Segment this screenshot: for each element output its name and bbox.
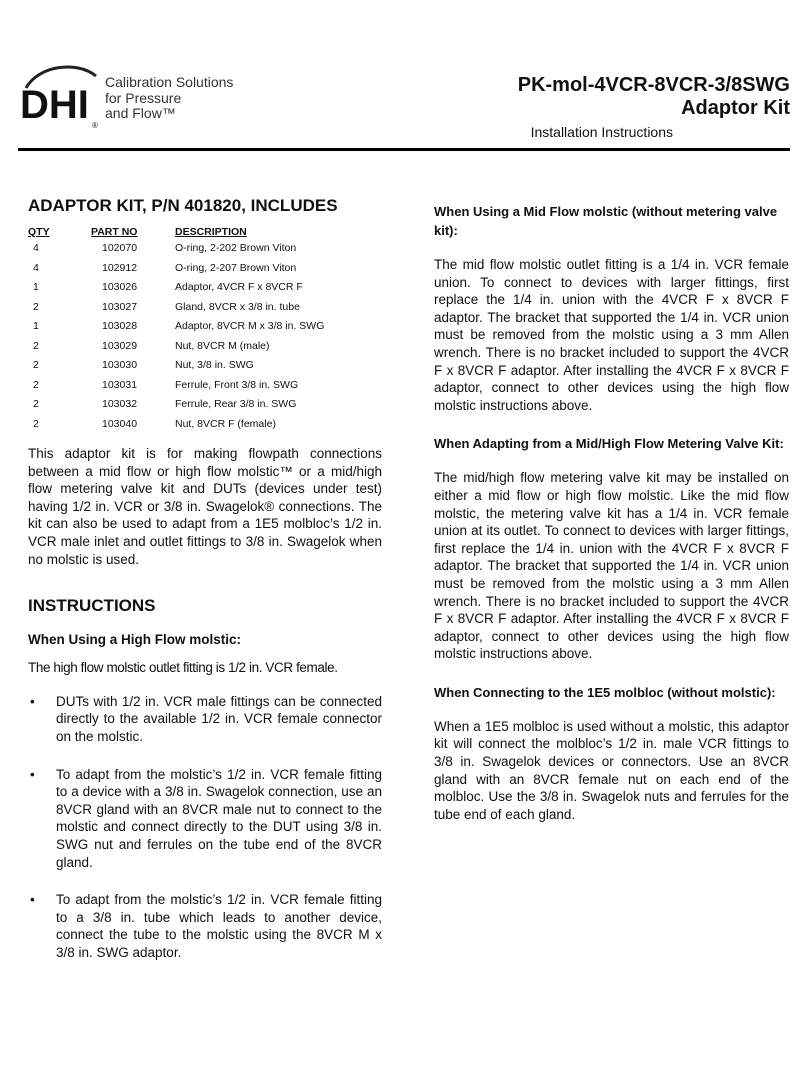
row-part-no: 103026	[102, 281, 138, 293]
table-row	[28, 379, 324, 399]
row-description: Adaptor, 4VCR F x 8VCR F	[175, 281, 303, 293]
row-description: O-ring, 2-202 Brown Viton	[175, 242, 297, 254]
bullet-icon: •	[30, 766, 35, 782]
row-part-no: 103040	[102, 417, 138, 430]
molbloc-heading: When Connecting to the 1E5 molbloc (without molstic):	[434, 684, 776, 700]
high-flow-intro: The high flow molstic outlet fitting is 1/2 in. VCR female.	[28, 660, 338, 676]
parts-table-header	[28, 226, 324, 242]
list-item	[28, 891, 382, 961]
row-part-no: 103030	[102, 359, 138, 371]
table-row	[28, 281, 324, 301]
parts-table	[28, 226, 324, 437]
row-description: Adaptor, 8VCR M x 3/8 in. SWG	[175, 320, 325, 332]
row-part-no: 103029	[102, 339, 138, 352]
row-qty: 1	[33, 320, 39, 332]
table-row	[28, 418, 324, 438]
doc-title-line-2: Adaptor Kit	[681, 97, 790, 119]
row-description: O-ring, 2-207 Brown Viton	[175, 261, 297, 274]
instructions-heading: INSTRUCTIONS	[28, 596, 156, 616]
table-row	[28, 262, 324, 282]
high-flow-heading: When Using a High Flow molstic:	[28, 632, 242, 648]
dhi-logo	[18, 62, 104, 130]
tagline-line-1: Calibration Solutions	[105, 74, 234, 90]
col-description: DESCRIPTION	[175, 226, 247, 238]
row-part-no: 102070	[102, 242, 138, 254]
table-row	[28, 301, 324, 321]
row-qty: 2	[33, 300, 39, 313]
high-flow-bullets	[28, 693, 382, 962]
table-row	[28, 359, 324, 379]
bullet-text: DUTs with 1/2 in. VCR male fittings can be connected directly to the available 1/2 in. VCR female connector on the molstic.	[56, 693, 382, 744]
list-item	[28, 693, 382, 746]
bullet-text: To adapt from the molstic’s 1/2 in. VCR female fitting to a device with a 3/8 in. Swagelok connection, use an 8VCR gland with an 8VCR male nut to connect to the molstic and connect directly to the DUT using 3/8 in. SWG nut and ferrules on the tube end of the 8VCR gland.	[56, 766, 382, 870]
row-qty: 4	[33, 242, 39, 254]
tagline	[105, 75, 233, 122]
row-qty: 1	[33, 281, 39, 293]
mid-flow-body: The mid flow molstic outlet fitting is a 1/4 in. VCR female union. To connect to devices with larger fittings, first replace the 1/4 in. union with the 4VCR F x 8VCR F adaptor. The bracket that supported the 1/4 in. VCR union must be removed from the molstic using a 3 mm Allen wrench. There is no bracket included to support the 4VCR F x 8VCR F adaptor. After installing the 4VCR F x 8VCR F adaptor, connect to other devices using the high flow molstic instructions above.	[434, 257, 789, 413]
col-part-no: PART NO	[91, 226, 138, 238]
row-part-no: 103028	[102, 320, 138, 332]
kit-intro: This adaptor kit is for making flowpath connections between a mid flow or high flow molstic™ or a mid/high flow metering valve kit and DUTs (devices under test) having 1/2 in. VCR or 3/8 in. Swagelok® connections. The kit can also be used to adapt from a 1E5 molbloc’s 1/2 in. VCR male inlet and outlet fittings to 3/8 in. Swagelok when no molstic is used.	[28, 446, 382, 567]
row-qty: 2	[33, 417, 39, 430]
col-qty: QTY	[28, 226, 50, 238]
row-description: Ferrule, Rear 3/8 in. SWG	[175, 398, 297, 410]
row-qty: 2	[33, 378, 39, 391]
table-row	[28, 242, 324, 262]
row-qty: 2	[33, 339, 39, 352]
metering-body: The mid/high flow metering valve kit may be installed on either a mid flow or high flow molstic. Like the mid flow molstic, the metering valve kit has a 1/4 in. VCR female union at its outlet. To connect to devices with larger fittings, first replace the 1/4 in. union with the 4VCR F x 8VCR F adaptor. The bracket that supported the 1/4 in. VCR union must be removed from the molstic using a 3 mm Allen wrench. There is no bracket included to support the 4VCR F x 8VCR F adaptor. After installing the 4VCR F x 8VCR F adaptor, connect to other devices using the high flow molstic instructions above.	[434, 470, 789, 662]
list-item	[28, 766, 382, 872]
bullet-icon: •	[30, 693, 35, 709]
row-qty: 2	[33, 398, 39, 410]
row-description: Gland, 8VCR x 3/8 in. tube	[175, 300, 300, 313]
mid-flow-heading: When Using a Mid Flow molstic (without metering valve kit):	[434, 204, 778, 238]
row-description: Nut, 3/8 in. SWG	[175, 359, 254, 371]
left-column	[28, 196, 382, 961]
logo-text: DHI	[20, 83, 89, 127]
row-description: Nut, 8VCR M (male)	[175, 339, 270, 352]
row-description: Ferrule, Front 3/8 in. SWG	[175, 378, 299, 391]
right-column	[434, 202, 789, 823]
doc-subtitle: Installation Instructions	[530, 124, 673, 140]
metering-heading: When Adapting from a Mid/High Flow Metering Valve Kit:	[434, 436, 784, 452]
row-part-no: 103032	[102, 398, 138, 410]
row-qty: 4	[33, 261, 39, 274]
row-qty: 2	[33, 359, 39, 371]
row-part-no: 103031	[102, 378, 138, 391]
bullet-icon: •	[30, 892, 35, 908]
header-rule	[18, 148, 790, 151]
table-row	[28, 398, 324, 418]
molbloc-body: When a 1E5 molbloc is used without a molstic, this adaptor kit will connect the molbloc’s 1/2 in. male VCR fittings to 3/8 in. Swagelok devices or connectors. Use an 8VCR gland with an 8VCR female nut on each end of the molbloc. Use the 3/8 in. Swagelok nuts and ferrules for the tube end of each gland.	[434, 718, 789, 822]
doc-title: PK-mol-4VCR-8VCR-3/8SWG	[517, 74, 790, 96]
table-row	[28, 340, 324, 360]
row-description: Nut, 8VCR F (female)	[175, 417, 276, 430]
row-part-no: 103027	[102, 300, 138, 313]
row-part-no: 102912	[102, 261, 138, 274]
tagline-line-2: for Pressure	[105, 89, 182, 106]
registered-mark: ®	[92, 121, 98, 130]
kit-heading: ADAPTOR KIT, P/N 401820, INCLUDES	[28, 196, 338, 215]
tagline-line-3: and Flow™	[105, 105, 176, 121]
bullet-text: To adapt from the molstic’s 1/2 in. VCR female fitting to a 3/8 in. tube which leads to another device, connect the tube to the molstic using the 8VCR M x 3/8 in. SWG adaptor.	[56, 892, 382, 960]
table-row	[28, 320, 324, 340]
